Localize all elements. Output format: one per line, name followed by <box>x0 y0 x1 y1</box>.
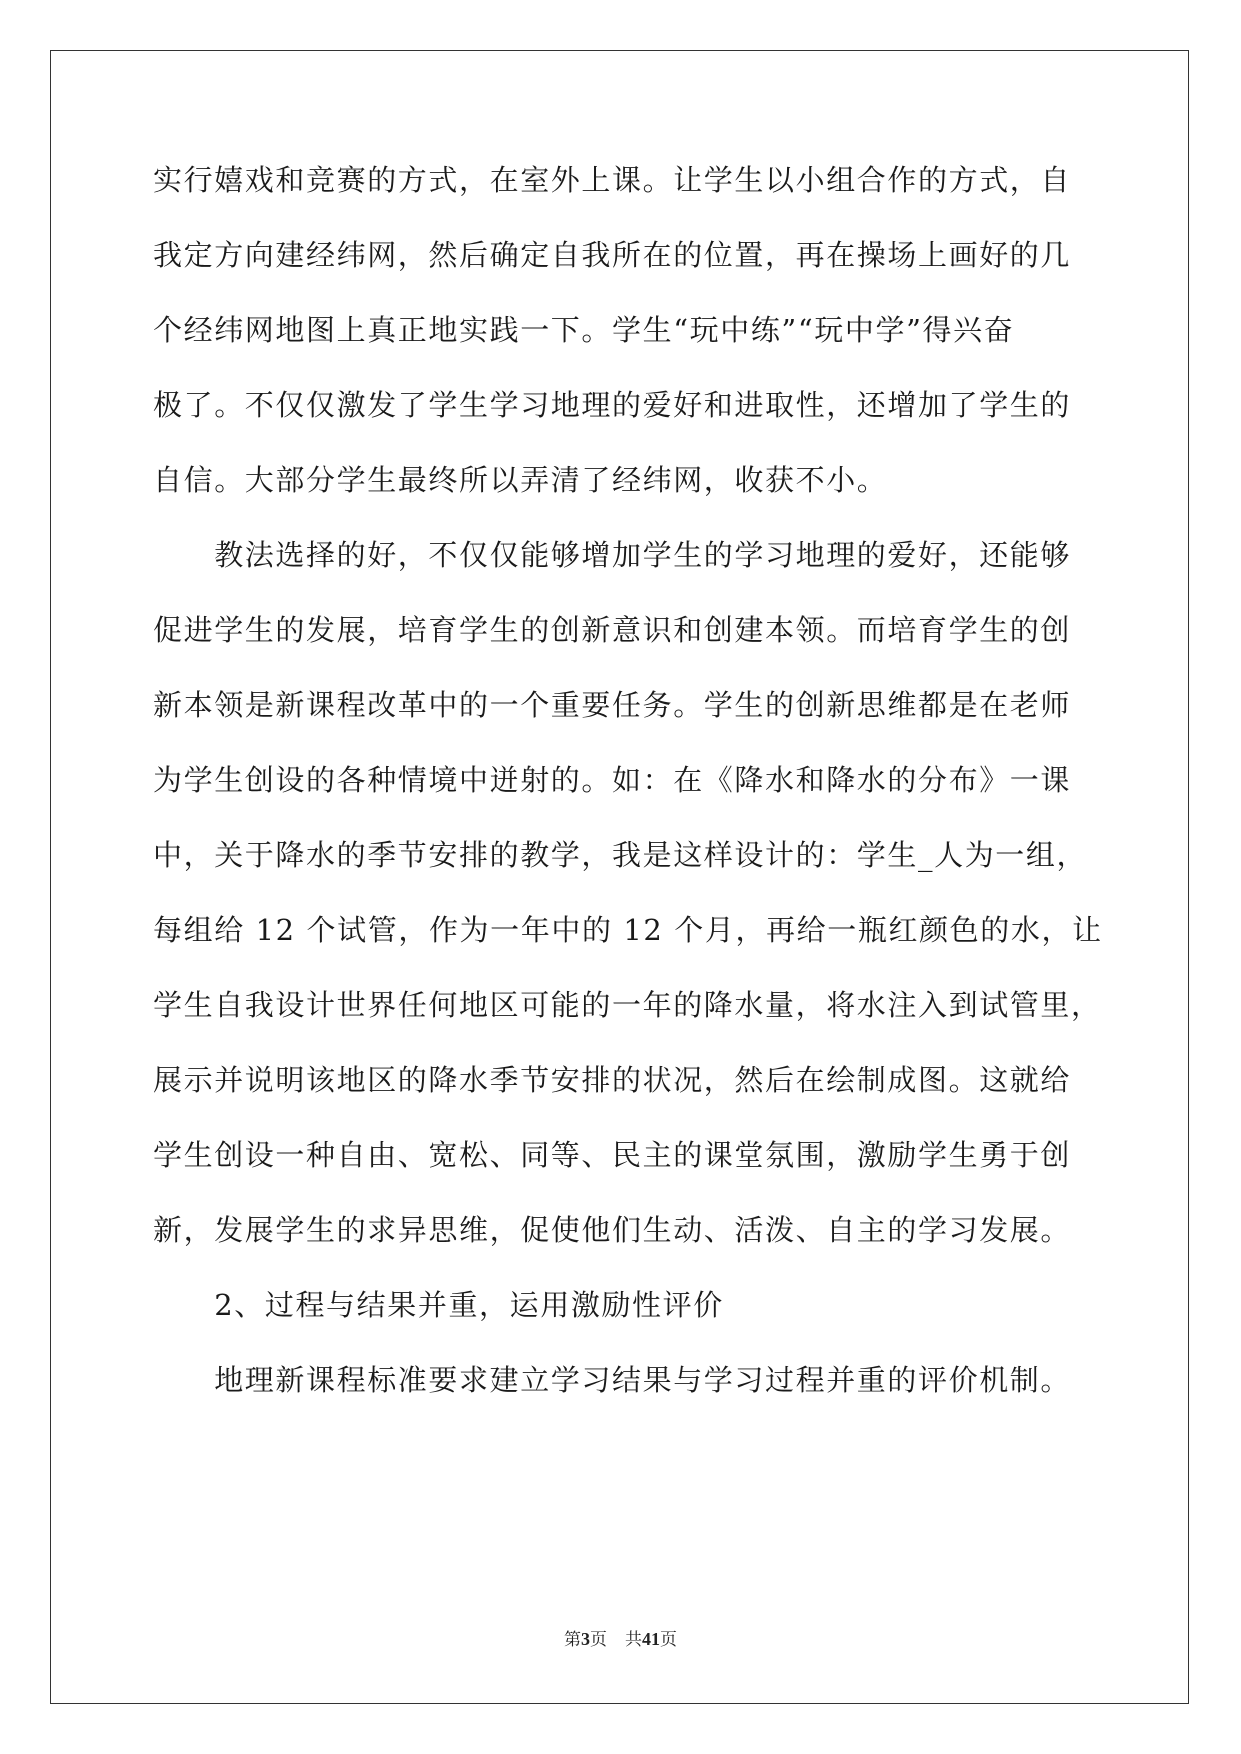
text-line: 每组给 12 个试管，作为一年中的 12 个月，再给一瓶红颜色的水，让 <box>153 913 1103 947</box>
page-border <box>50 50 1189 1704</box>
text-line: 地理新课程标准要求建立学习结果与学习过程并重的评价机制。 <box>153 1363 1072 1397</box>
text-line: 我定方向建经纬网，然后确定自我所在的位置，再在操场上画好的几 <box>153 238 1072 272</box>
total-pages: 41 <box>642 1629 660 1649</box>
total-suffix: 页 <box>660 1630 677 1650</box>
text-line: 展示并说明该地区的降水季节安排的状况，然后在绘制成图。这就给 <box>153 1063 1072 1097</box>
text-line: 极了。不仅仅激发了学生学习地理的爱好和进取性，还增加了学生的 <box>153 388 1072 422</box>
page-suffix: 页 <box>590 1630 607 1650</box>
section-heading: 2、过程与结果并重，运用激励性评价 <box>153 1288 724 1322</box>
text-line: 促进学生的发展，培育学生的创新意识和创建本领。而培育学生的创 <box>153 613 1072 647</box>
page-prefix: 第 <box>564 1630 581 1650</box>
text-line: 学生自我设计世界任何地区可能的一年的降水量，将水注入到试管里， <box>153 988 1102 1022</box>
text-line: 个经纬网地图上真正地实践一下。学生“玩中练”“玩中学”得兴奋 <box>153 313 1015 347</box>
text-line: 自信。大部分学生最终所以弄清了经纬网，收获不小。 <box>153 463 888 497</box>
page-number: 3 <box>581 1629 590 1649</box>
total-prefix: 共 <box>625 1630 642 1650</box>
text-line: 教法选择的好，不仅仅能够增加学生的学习地理的爱好，还能够 <box>153 538 1072 572</box>
text-line: 为学生创设的各种情境中迸射的。如：在《降水和降水的分布》一课 <box>153 763 1072 797</box>
text-line: 新，发展学生的求异思维，促使他们生动、活泼、自主的学习发展。 <box>153 1213 1072 1247</box>
text-line: 实行嬉戏和竞赛的方式，在室外上课。让学生以小组合作的方式，自 <box>153 163 1072 197</box>
text-line: 学生创设一种自由、宽松、同等、民主的课堂氛围，激励学生勇于创 <box>153 1138 1072 1172</box>
text-line: 中，关于降水的季节安排的教学，我是这样设计的：学生_人为一组， <box>153 838 1088 872</box>
page-footer <box>0 1628 1241 1651</box>
text-line: 新本领是新课程改革中的一个重要任务。学生的创新思维都是在老师 <box>153 688 1072 722</box>
